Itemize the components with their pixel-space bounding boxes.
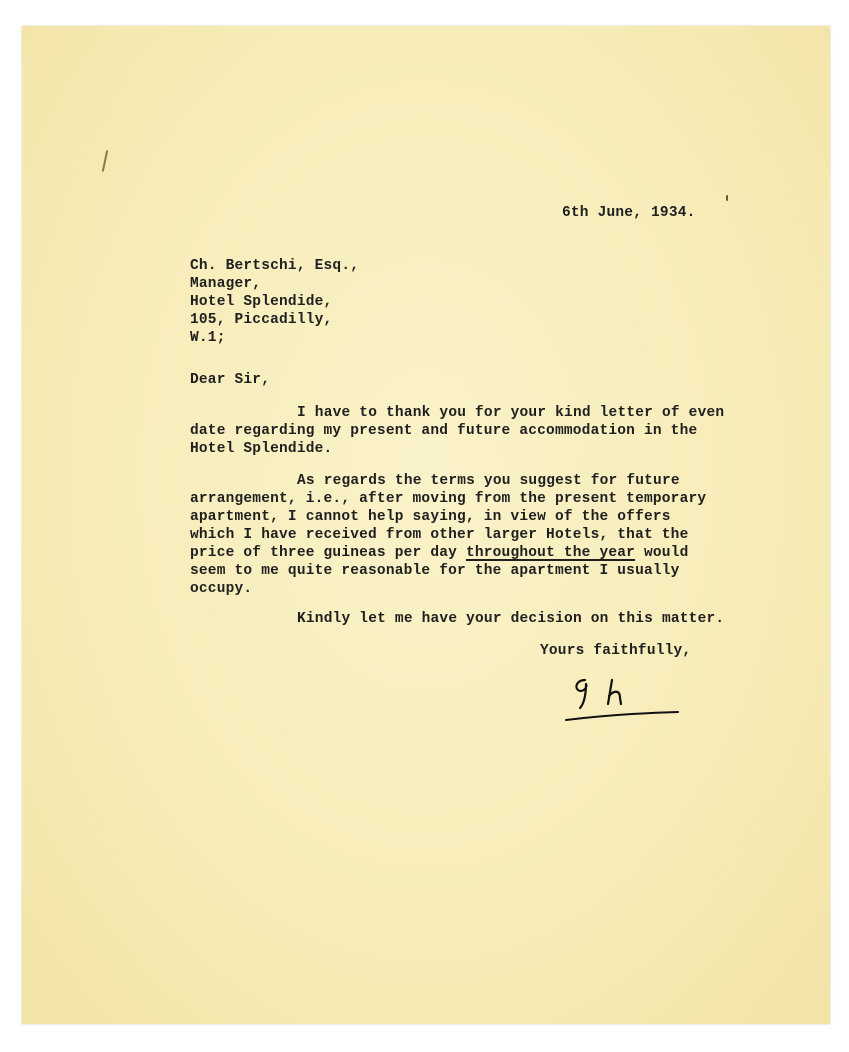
paragraph-1-line-3: Hotel Splendide. <box>190 441 333 457</box>
paragraph-1-line-2: date regarding my present and future accommodation in the <box>190 423 698 439</box>
recipient-hotel: Hotel Splendide, <box>190 294 333 310</box>
letter-date: 6th June, 1934. <box>562 205 696 221</box>
salutation: Dear Sir, <box>190 372 271 388</box>
paragraph-2-line-4: which I have received from other larger Hotels, that the <box>190 527 689 543</box>
paper-mark <box>726 195 728 201</box>
letter-page <box>22 26 830 1024</box>
line-5-end: would <box>635 545 689 561</box>
paragraph-1-line-1: I have to thank you for your kind letter of even <box>297 405 725 421</box>
paragraph-2-line-6: seem to me quite reasonable for the apartment I usually <box>190 563 680 579</box>
paragraph-2-line-5 <box>190 545 689 561</box>
underlined-phrase: throughout the year <box>465 545 636 561</box>
paragraph-2-line-2: arrangement, i.e., after moving from the present temporary <box>190 491 707 507</box>
paragraph-3: Kindly let me have your decision on this matter. <box>297 611 725 627</box>
recipient-street: 105, Piccadilly, <box>190 312 333 328</box>
recipient-name: Ch. Bertschi, Esq., <box>190 258 360 274</box>
paragraph-2-line-3: apartment, I cannot help saying, in view of the offers <box>190 509 671 525</box>
closing: Yours faithfully, <box>540 643 692 659</box>
recipient-title: Manager, <box>190 276 262 292</box>
recipient-postcode: W.1; <box>190 330 226 346</box>
paragraph-2-line-1: As regards the terms you suggest for future <box>297 473 680 489</box>
handwritten-signature <box>560 672 690 727</box>
line-5-start: price of three guineas per day <box>190 545 466 561</box>
paragraph-2-line-7: occupy. <box>190 581 253 597</box>
